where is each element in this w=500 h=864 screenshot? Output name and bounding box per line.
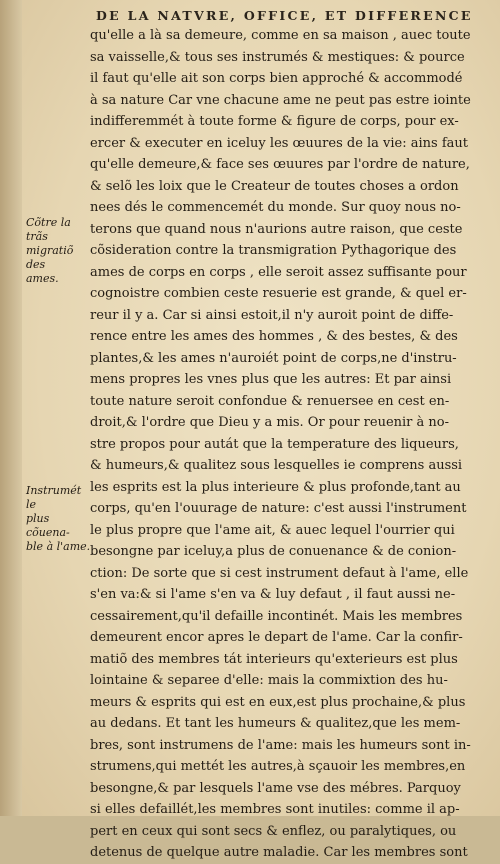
- text-line: mens propres les vnes plus que les autres: Et par ainsi: [90, 372, 452, 387]
- text-line: au dedans. Et tant les humeurs & qualitez,que les mem-: [90, 716, 461, 731]
- text-line: droit,& l'ordre que Dieu y a mis. Or pour reuenir à no-: [90, 415, 449, 430]
- text-line: detenus de quelque autre maladie. Car les membres sont: [90, 845, 468, 860]
- text-line: si elles defaillét,les membres sont inutiles: comme il ap-: [90, 802, 460, 817]
- text-line: corps, qu'en l'ouurage de nature: c'est aussi l'instrument: [90, 501, 467, 516]
- text-line: plantes,& les ames n'auroiét point de corps,ne d'instru-: [90, 350, 457, 366]
- text-line: reur il y a. Car si ainsi estoit,il n'y auroit point de diffe-: [90, 307, 454, 323]
- body-text: [90, 25, 472, 864]
- text-line: le plus propre que l'ame ait, & auec lequel l'ourrier qui: [90, 522, 455, 538]
- text-line: & selõ les loix que le Createur de toutes choses a ordon: [90, 178, 459, 194]
- text-line: s'en va:& si l'ame s'en va & luy defaut , il faut aussi ne-: [90, 587, 456, 602]
- marginal-note-line: ames.: [26, 272, 59, 285]
- text-line: demeurent encor apres le depart de l'ame. Car la confir-: [90, 630, 463, 645]
- marginal-note-instrument: [26, 484, 92, 554]
- text-line: cognoistre combien ceste resuerie est grande, & quel er-: [90, 286, 467, 301]
- text-line: ction: De sorte que si cest instrument defaut à l'ame, elle: [90, 565, 469, 581]
- text-line: sa vaisselle,& tous ses instrumés & mestiques: & pource: [90, 49, 465, 65]
- marginal-note-line: plus cõuena-: [26, 512, 70, 539]
- marginal-note-line: Instrumét le: [26, 484, 82, 511]
- text-line: meurs & esprits qui est en eux,est plus prochaine,& plus: [90, 694, 466, 710]
- text-line: lointaine & separee d'elle: mais la commixtion des hu-: [90, 673, 448, 688]
- text-line: pert en ceux qui sont secs & enflez, ou paralytiques, ou: [90, 823, 457, 839]
- text-line: cõsideration contre la transmigration Pythagorique des: [90, 243, 457, 258]
- text-line: il faut qu'elle ait son corps bien approché & accommodé: [90, 71, 463, 86]
- text-line: ames de corps en corps , elle seroit assez suffisante pour: [90, 264, 467, 280]
- text-line: besongne par iceluy,a plus de conuenance & de conion-: [90, 544, 457, 559]
- text-line: cessairement,qu'il defaille incontinét. Mais les membres: [90, 608, 463, 624]
- text-line: bres, sont instrumens de l'ame: mais les humeurs sont in-: [90, 737, 471, 753]
- page-gutter: [0, 0, 22, 816]
- running-head: DE LA NATVRE, OFFICE, ET DIFFERENCE: [96, 8, 473, 23]
- text-line: strumens,qui mettét les autres,à sçauoir les membres,en: [90, 759, 466, 774]
- text-line: qu'elle a là sa demeure, comme en sa maison , auec toute: [90, 28, 471, 43]
- text-line: matiõ des membres tát interieurs qu'exterieurs est plus: [90, 651, 458, 667]
- text-line: indifferemmét à toute forme & figure de corps, pour ex-: [90, 114, 459, 129]
- marginal-note-line: ble à l'ame.: [26, 540, 91, 553]
- text-line: les esprits est la plus interieure & plus profonde,tant au: [90, 479, 461, 495]
- text-line: & humeurs,& qualitez sous lesquelles ie comprens aussi: [90, 458, 463, 473]
- text-line: ercer & executer en iceluy les œuures de la vie: ains faut: [90, 135, 469, 151]
- marginal-note-transmigration: [26, 216, 92, 286]
- marginal-note-line: Cõtre la trãs: [26, 216, 71, 243]
- text-line: à sa nature Car vne chacune ame ne peut pas estre iointe: [90, 92, 471, 108]
- text-line: terons que quand nous n'aurions autre raison, que ceste: [90, 221, 463, 237]
- marginal-note-line: migratiõ des: [26, 244, 74, 271]
- text-line: rence entre les ames des hommes , & des bestes, & des: [90, 329, 458, 344]
- text-line: nees dés le commencemét du monde. Sur quoy nous no-: [90, 200, 461, 215]
- text-line: besongne,& par lesquels l'ame vse des mébres. Parquoy: [90, 780, 461, 796]
- text-line: toute nature seroit confondue & renuersee en cest en-: [90, 393, 450, 409]
- text-line: qu'elle demeure,& face ses œuures par l'ordre de nature,: [90, 157, 470, 172]
- text-line: stre propos pour autát que la temperature des liqueurs,: [90, 436, 459, 452]
